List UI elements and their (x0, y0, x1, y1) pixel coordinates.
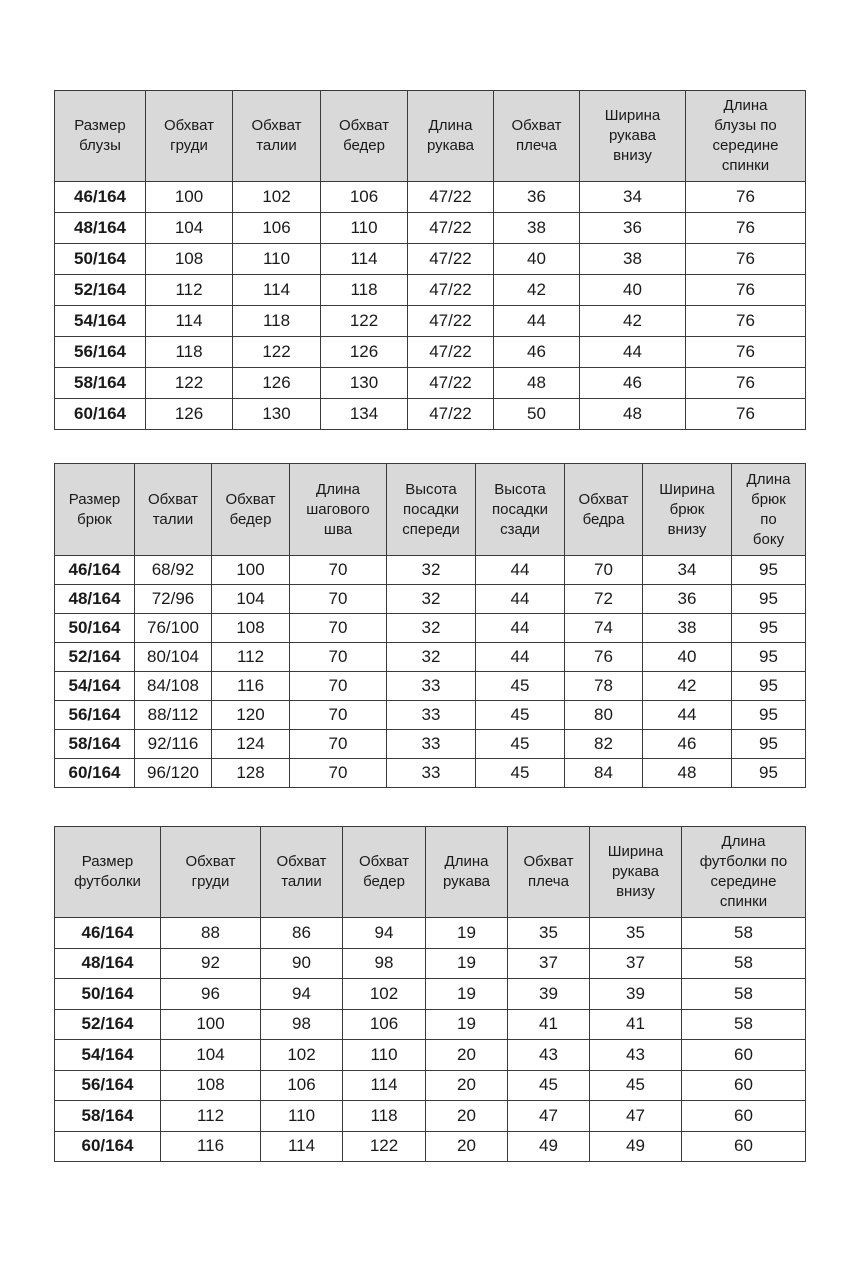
size-cell: 54/164 (55, 306, 146, 337)
table-row (55, 948, 806, 979)
table-cell: 108 (161, 1070, 261, 1101)
table-header-row (55, 827, 806, 918)
column-header: Размер футболки (55, 827, 161, 918)
table-cell: 76 (686, 213, 806, 244)
column-header: Размер блузы (55, 91, 146, 182)
blouse-size-table (54, 90, 806, 430)
column-header: Обхват бедра (565, 464, 643, 556)
column-header: Обхват плеча (508, 827, 590, 918)
size-cell: 54/164 (55, 672, 135, 701)
table-cell: 58 (682, 948, 806, 979)
table-cell: 34 (643, 556, 732, 585)
table-cell: 76 (686, 337, 806, 368)
table-row (55, 614, 806, 643)
table-cell: 39 (508, 979, 590, 1010)
table-cell: 36 (580, 213, 686, 244)
table-row (55, 275, 806, 306)
table-cell: 46 (494, 337, 580, 368)
table-cell: 70 (290, 585, 387, 614)
column-header: Обхват бедер (343, 827, 426, 918)
table-cell: 76 (565, 643, 643, 672)
table-cell: 47 (590, 1101, 682, 1132)
table-cell: 47/22 (408, 182, 494, 213)
column-header: Обхват талии (233, 91, 321, 182)
table-cell: 114 (321, 244, 408, 275)
table-row (55, 918, 806, 949)
column-header: Обхват груди (146, 91, 233, 182)
table-row (55, 1070, 806, 1101)
table-cell: 48 (580, 399, 686, 430)
size-cell: 46/164 (55, 918, 161, 949)
table-cell: 76 (686, 399, 806, 430)
column-header: Длина шагового шва (290, 464, 387, 556)
table-cell: 116 (161, 1131, 261, 1162)
table-cell: 95 (732, 759, 806, 788)
table-cell: 122 (146, 368, 233, 399)
table-cell: 110 (343, 1040, 426, 1071)
table-row (55, 1009, 806, 1040)
size-cell: 58/164 (55, 368, 146, 399)
table-cell: 35 (508, 918, 590, 949)
table-cell: 76/100 (135, 614, 212, 643)
size-cell: 60/164 (55, 1131, 161, 1162)
table-cell: 38 (580, 244, 686, 275)
table-row (55, 182, 806, 213)
table-cell: 19 (426, 918, 508, 949)
table-cell: 88 (161, 918, 261, 949)
table-cell: 44 (476, 643, 565, 672)
table-cell: 32 (387, 643, 476, 672)
table-cell: 95 (732, 730, 806, 759)
table-cell: 114 (233, 275, 321, 306)
table-cell: 106 (343, 1009, 426, 1040)
size-cell: 58/164 (55, 1101, 161, 1132)
table-cell: 118 (321, 275, 408, 306)
column-header: Высота посадки сзади (476, 464, 565, 556)
table-cell: 95 (732, 701, 806, 730)
table-cell: 116 (212, 672, 290, 701)
table-cell: 45 (476, 730, 565, 759)
table-cell: 60 (682, 1131, 806, 1162)
column-header: Обхват талии (261, 827, 343, 918)
column-header: Обхват бедер (212, 464, 290, 556)
table-cell: 106 (321, 182, 408, 213)
table-cell: 126 (321, 337, 408, 368)
table-cell: 34 (580, 182, 686, 213)
table-cell: 20 (426, 1101, 508, 1132)
size-cell: 46/164 (55, 556, 135, 585)
table-cell: 84/108 (135, 672, 212, 701)
table-cell: 72/96 (135, 585, 212, 614)
table-row (55, 1131, 806, 1162)
table-cell: 76 (686, 244, 806, 275)
table-cell: 44 (494, 306, 580, 337)
table-cell: 58 (682, 1009, 806, 1040)
table-cell: 130 (233, 399, 321, 430)
size-cell: 56/164 (55, 337, 146, 368)
table-cell: 118 (146, 337, 233, 368)
column-header: Длина блузы по середине спинки (686, 91, 806, 182)
size-cell: 48/164 (55, 213, 146, 244)
table-cell: 70 (290, 672, 387, 701)
table-cell: 33 (387, 701, 476, 730)
table-cell: 70 (565, 556, 643, 585)
table-cell: 47/22 (408, 275, 494, 306)
table-cell: 98 (261, 1009, 343, 1040)
table-cell: 92 (161, 948, 261, 979)
table-cell: 100 (161, 1009, 261, 1040)
size-cell: 52/164 (55, 643, 135, 672)
table-cell: 106 (233, 213, 321, 244)
table-row (55, 672, 806, 701)
table-cell: 32 (387, 585, 476, 614)
table-cell: 78 (565, 672, 643, 701)
table-cell: 114 (146, 306, 233, 337)
trousers-size-table (54, 463, 806, 788)
table-cell: 36 (643, 585, 732, 614)
size-cell: 52/164 (55, 1009, 161, 1040)
table-cell: 102 (233, 182, 321, 213)
table-row (55, 1040, 806, 1071)
table-cell: 40 (643, 643, 732, 672)
table-row (55, 368, 806, 399)
table-cell: 112 (212, 643, 290, 672)
table-cell: 96/120 (135, 759, 212, 788)
tshirt-size-table (54, 826, 806, 1162)
table-cell: 84 (565, 759, 643, 788)
table-cell: 110 (233, 244, 321, 275)
size-cell: 56/164 (55, 701, 135, 730)
table-cell: 108 (212, 614, 290, 643)
table-cell: 96 (161, 979, 261, 1010)
table-cell: 48 (643, 759, 732, 788)
table-cell: 94 (343, 918, 426, 949)
table-cell: 39 (590, 979, 682, 1010)
table-cell: 60 (682, 1070, 806, 1101)
table-row (55, 399, 806, 430)
size-cell: 46/164 (55, 182, 146, 213)
table-cell: 20 (426, 1070, 508, 1101)
size-cell: 50/164 (55, 244, 146, 275)
table-cell: 33 (387, 730, 476, 759)
table-cell: 19 (426, 979, 508, 1010)
table-cell: 47/22 (408, 368, 494, 399)
table-cell: 110 (261, 1101, 343, 1132)
table-cell: 41 (590, 1009, 682, 1040)
table-cell: 41 (508, 1009, 590, 1040)
table-cell: 49 (590, 1131, 682, 1162)
table-cell: 44 (476, 614, 565, 643)
table-cell: 120 (212, 701, 290, 730)
table-row (55, 337, 806, 368)
table-cell: 70 (290, 701, 387, 730)
table-cell: 38 (494, 213, 580, 244)
table-cell: 40 (580, 275, 686, 306)
table-row (55, 730, 806, 759)
table-cell: 70 (290, 614, 387, 643)
table-cell: 46 (580, 368, 686, 399)
size-cell: 56/164 (55, 1070, 161, 1101)
table-cell: 95 (732, 672, 806, 701)
table-row (55, 306, 806, 337)
table-row (55, 213, 806, 244)
table-cell: 47/22 (408, 399, 494, 430)
column-header: Обхват бедер (321, 91, 408, 182)
table-cell: 110 (321, 213, 408, 244)
table-cell: 118 (343, 1101, 426, 1132)
table-row (55, 643, 806, 672)
table-cell: 122 (233, 337, 321, 368)
table-cell: 104 (146, 213, 233, 244)
table-cell: 47 (508, 1101, 590, 1132)
table-cell: 126 (233, 368, 321, 399)
table-cell: 45 (590, 1070, 682, 1101)
table-cell: 82 (565, 730, 643, 759)
table-cell: 76 (686, 306, 806, 337)
table-cell: 45 (476, 759, 565, 788)
table-row (55, 585, 806, 614)
table-cell: 47/22 (408, 213, 494, 244)
column-header: Ширина брюк внизу (643, 464, 732, 556)
table-cell: 49 (508, 1131, 590, 1162)
table-cell: 43 (508, 1040, 590, 1071)
column-header: Длина брюк по боку (732, 464, 806, 556)
table-cell: 42 (643, 672, 732, 701)
table-cell: 128 (212, 759, 290, 788)
table-cell: 32 (387, 556, 476, 585)
table-cell: 58 (682, 979, 806, 1010)
table-cell: 108 (146, 244, 233, 275)
table-cell: 50 (494, 399, 580, 430)
column-header: Обхват груди (161, 827, 261, 918)
table-cell: 47/22 (408, 337, 494, 368)
table-cell: 36 (494, 182, 580, 213)
table-cell: 98 (343, 948, 426, 979)
table-cell: 106 (261, 1070, 343, 1101)
column-header: Длина рукава (408, 91, 494, 182)
table-cell: 32 (387, 614, 476, 643)
table-cell: 112 (161, 1101, 261, 1132)
table-cell: 76 (686, 368, 806, 399)
table-cell: 114 (343, 1070, 426, 1101)
table-cell: 20 (426, 1040, 508, 1071)
table-cell: 70 (290, 759, 387, 788)
table-cell: 122 (321, 306, 408, 337)
table-cell: 104 (161, 1040, 261, 1071)
table-cell: 122 (343, 1131, 426, 1162)
size-cell: 50/164 (55, 614, 135, 643)
column-header: Обхват плеча (494, 91, 580, 182)
size-cell: 60/164 (55, 399, 146, 430)
table-cell: 58 (682, 918, 806, 949)
table-cell: 74 (565, 614, 643, 643)
column-header: Размер брюк (55, 464, 135, 556)
table-cell: 42 (494, 275, 580, 306)
size-cell: 48/164 (55, 585, 135, 614)
column-header: Длина футболки по середине спинки (682, 827, 806, 918)
table-cell: 134 (321, 399, 408, 430)
table-row (55, 1101, 806, 1132)
table-cell: 60 (682, 1040, 806, 1071)
table-cell: 46 (643, 730, 732, 759)
table-cell: 102 (261, 1040, 343, 1071)
table-cell: 95 (732, 643, 806, 672)
table-cell: 102 (343, 979, 426, 1010)
table-cell: 20 (426, 1131, 508, 1162)
table-cell: 95 (732, 614, 806, 643)
column-header: Ширина рукава внизу (590, 827, 682, 918)
size-cell: 54/164 (55, 1040, 161, 1071)
column-header: Ширина рукава внизу (580, 91, 686, 182)
table-cell: 70 (290, 730, 387, 759)
table-cell: 76 (686, 275, 806, 306)
table-cell: 95 (732, 585, 806, 614)
table-cell: 112 (146, 275, 233, 306)
table-cell: 44 (476, 556, 565, 585)
table-cell: 114 (261, 1131, 343, 1162)
table-cell: 44 (476, 585, 565, 614)
size-cell: 58/164 (55, 730, 135, 759)
table-cell: 70 (290, 643, 387, 672)
table-header-row (55, 464, 806, 556)
size-cell: 60/164 (55, 759, 135, 788)
table-cell: 80/104 (135, 643, 212, 672)
table-cell: 37 (508, 948, 590, 979)
table-cell: 100 (212, 556, 290, 585)
table-cell: 19 (426, 1009, 508, 1040)
table-cell: 42 (580, 306, 686, 337)
table-cell: 76 (686, 182, 806, 213)
column-header: Длина рукава (426, 827, 508, 918)
table-cell: 70 (290, 556, 387, 585)
table-cell: 47/22 (408, 244, 494, 275)
table-header-row (55, 91, 806, 182)
table-cell: 45 (476, 701, 565, 730)
table-row (55, 701, 806, 730)
table-cell: 44 (580, 337, 686, 368)
table-row (55, 244, 806, 275)
table-cell: 35 (590, 918, 682, 949)
table-cell: 92/116 (135, 730, 212, 759)
table-cell: 86 (261, 918, 343, 949)
size-cell: 52/164 (55, 275, 146, 306)
table-cell: 130 (321, 368, 408, 399)
table-cell: 60 (682, 1101, 806, 1132)
table-cell: 44 (643, 701, 732, 730)
table-cell: 126 (146, 399, 233, 430)
table-cell: 72 (565, 585, 643, 614)
size-cell: 50/164 (55, 979, 161, 1010)
table-cell: 19 (426, 948, 508, 979)
table-cell: 124 (212, 730, 290, 759)
table-row (55, 759, 806, 788)
table-cell: 118 (233, 306, 321, 337)
size-cell: 48/164 (55, 948, 161, 979)
table-cell: 33 (387, 759, 476, 788)
table-cell: 33 (387, 672, 476, 701)
table-cell: 95 (732, 556, 806, 585)
table-cell: 88/112 (135, 701, 212, 730)
table-cell: 45 (508, 1070, 590, 1101)
table-cell: 80 (565, 701, 643, 730)
table-row (55, 979, 806, 1010)
table-cell: 100 (146, 182, 233, 213)
table-cell: 68/92 (135, 556, 212, 585)
table-cell: 38 (643, 614, 732, 643)
table-cell: 45 (476, 672, 565, 701)
column-header: Высота посадки спереди (387, 464, 476, 556)
table-cell: 43 (590, 1040, 682, 1071)
table-cell: 37 (590, 948, 682, 979)
table-cell: 104 (212, 585, 290, 614)
table-cell: 90 (261, 948, 343, 979)
table-cell: 94 (261, 979, 343, 1010)
table-row (55, 556, 806, 585)
table-cell: 40 (494, 244, 580, 275)
table-cell: 48 (494, 368, 580, 399)
column-header: Обхват талии (135, 464, 212, 556)
table-cell: 47/22 (408, 306, 494, 337)
